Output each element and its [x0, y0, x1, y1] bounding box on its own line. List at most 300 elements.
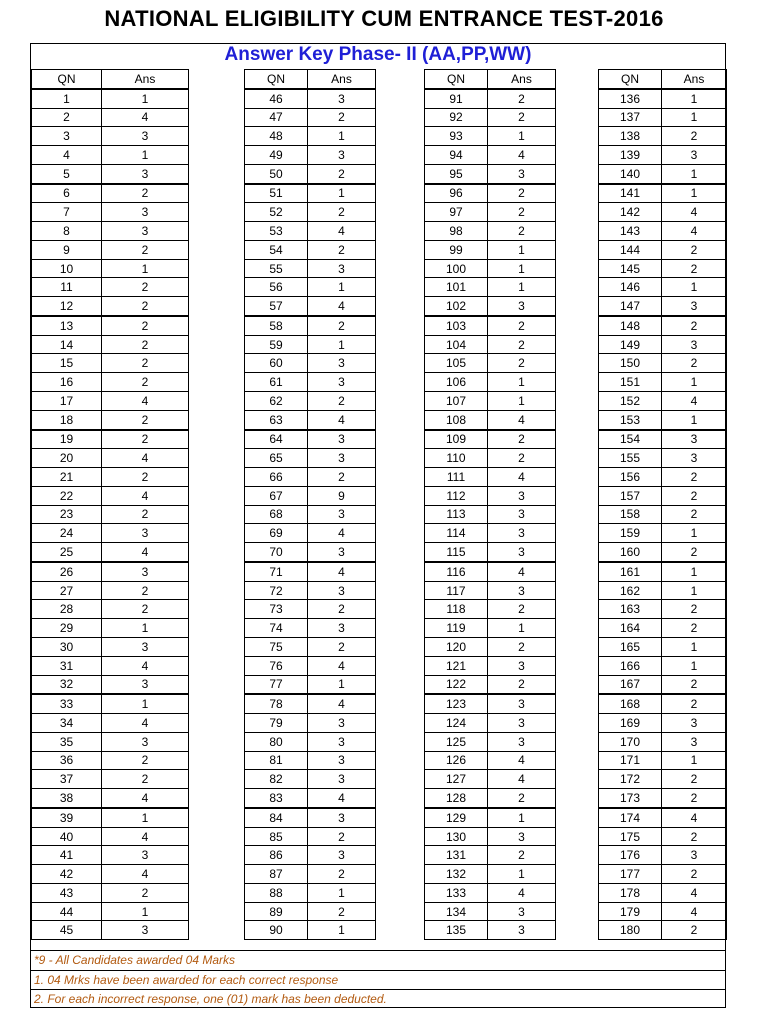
ans-header: Ans: [488, 70, 556, 89]
question-number: 63: [245, 410, 308, 429]
question-number: 88: [245, 883, 308, 902]
answer-value: 3: [488, 297, 556, 316]
answer-value: 3: [662, 335, 727, 354]
answer-row: [425, 524, 556, 543]
question-number: 62: [245, 392, 308, 411]
question-number: 148: [599, 316, 662, 335]
answer-value: 2: [102, 581, 189, 600]
answer-value: 2: [488, 354, 556, 373]
note-negative-marking: 2. For each incorrect response, one (01) mark has been deducted.: [31, 989, 725, 1009]
question-number: 103: [425, 316, 488, 335]
answer-value: 3: [102, 921, 189, 940]
question-number: 16: [32, 373, 102, 392]
answer-value: 1: [488, 865, 556, 884]
answer-row: [245, 694, 376, 713]
question-number: 53: [245, 222, 308, 241]
answer-value: 2: [102, 373, 189, 392]
answer-row: [32, 637, 189, 656]
question-number: 143: [599, 222, 662, 241]
question-number: 133: [425, 883, 488, 902]
answer-value: 1: [308, 184, 376, 203]
answer-value: 3: [308, 732, 376, 751]
qn-header: QN: [245, 70, 308, 89]
answer-table-3: [424, 69, 556, 940]
answer-value: 2: [488, 203, 556, 222]
answer-row: [599, 883, 727, 902]
answer-row: [32, 543, 189, 562]
answer-value: 9: [308, 486, 376, 505]
question-number: 64: [245, 430, 308, 449]
question-number: 65: [245, 449, 308, 468]
answer-row: [245, 430, 376, 449]
answer-value: 2: [102, 184, 189, 203]
answer-value: 1: [662, 184, 727, 203]
question-number: 50: [245, 164, 308, 183]
answer-row: [425, 127, 556, 146]
ans-header: Ans: [308, 70, 376, 89]
answer-value: 1: [308, 335, 376, 354]
answer-row: [425, 278, 556, 297]
question-number: 154: [599, 430, 662, 449]
question-number: 34: [32, 714, 102, 733]
question-number: 58: [245, 316, 308, 335]
question-number: 83: [245, 789, 308, 808]
answer-row: [32, 865, 189, 884]
answer-row: [425, 354, 556, 373]
answer-row: [425, 203, 556, 222]
answer-row: [425, 486, 556, 505]
question-number: 80: [245, 732, 308, 751]
answer-value: 2: [308, 468, 376, 487]
answer-value: 1: [488, 373, 556, 392]
answer-row: [32, 732, 189, 751]
answer-value: 2: [102, 505, 189, 524]
answer-row: [245, 600, 376, 619]
question-number: 26: [32, 562, 102, 581]
answer-value: 2: [662, 770, 727, 789]
answer-value: 3: [662, 846, 727, 865]
answer-value: 1: [308, 278, 376, 297]
answer-row: [599, 203, 727, 222]
question-number: 92: [425, 108, 488, 127]
answer-value: 2: [308, 902, 376, 921]
answer-value: 2: [662, 694, 727, 713]
answer-value: 2: [488, 108, 556, 127]
question-number: 135: [425, 921, 488, 940]
question-number: 27: [32, 581, 102, 600]
question-number: 130: [425, 827, 488, 846]
answer-value: 3: [488, 921, 556, 940]
question-number: 176: [599, 846, 662, 865]
question-number: 121: [425, 656, 488, 675]
answer-value: 2: [308, 203, 376, 222]
answer-value: 2: [488, 184, 556, 203]
question-number: 2: [32, 108, 102, 127]
answer-value: 1: [662, 524, 727, 543]
answer-value: 3: [102, 222, 189, 241]
answer-value: 3: [308, 751, 376, 770]
question-number: 120: [425, 637, 488, 656]
ans-header: Ans: [102, 70, 189, 89]
answer-row: [599, 146, 727, 165]
answer-value: 1: [102, 89, 189, 108]
answer-row: [245, 581, 376, 600]
answer-value: 3: [662, 297, 727, 316]
answer-value: 4: [102, 827, 189, 846]
answer-value: 4: [488, 562, 556, 581]
answer-row: [599, 297, 727, 316]
answer-value: 2: [308, 637, 376, 656]
question-number: 55: [245, 259, 308, 278]
question-number: 44: [32, 902, 102, 921]
answer-row: [32, 619, 189, 638]
question-number: 45: [32, 921, 102, 940]
answer-row: [32, 222, 189, 241]
answer-value: 3: [102, 203, 189, 222]
answer-value: 2: [102, 278, 189, 297]
answer-row: [32, 430, 189, 449]
answer-value: 3: [102, 562, 189, 581]
answer-value: 1: [102, 259, 189, 278]
question-number: 105: [425, 354, 488, 373]
answer-value: 4: [102, 789, 189, 808]
note-correct-marks: 1. 04 Mrks have been awarded for each correct response: [31, 970, 725, 990]
answer-row: [245, 164, 376, 183]
answer-value: 4: [308, 694, 376, 713]
answer-row: [245, 902, 376, 921]
answer-value: 2: [102, 883, 189, 902]
question-number: 99: [425, 240, 488, 259]
answer-value: 2: [488, 222, 556, 241]
answer-value: 1: [662, 562, 727, 581]
answer-row: [599, 259, 727, 278]
question-number: 66: [245, 468, 308, 487]
answer-value: 3: [488, 694, 556, 713]
answer-row: [32, 714, 189, 733]
question-number: 36: [32, 751, 102, 770]
answer-value: 2: [308, 827, 376, 846]
question-number: 7: [32, 203, 102, 222]
question-number: 177: [599, 865, 662, 884]
question-number: 178: [599, 883, 662, 902]
answer-row: [32, 656, 189, 675]
answer-row: [245, 184, 376, 203]
answer-row: [599, 751, 727, 770]
answer-value: 1: [662, 637, 727, 656]
answer-row: [425, 921, 556, 940]
answer-value: 2: [662, 505, 727, 524]
answer-row: [599, 902, 727, 921]
answer-value: 3: [308, 581, 376, 600]
question-number: 166: [599, 656, 662, 675]
answer-value: 2: [662, 316, 727, 335]
answer-value: 3: [308, 259, 376, 278]
answer-value: 3: [308, 619, 376, 638]
answer-value: 2: [102, 751, 189, 770]
answer-row: [245, 921, 376, 940]
answer-value: 3: [308, 89, 376, 108]
answer-value: 2: [662, 127, 727, 146]
qn-header: QN: [425, 70, 488, 89]
question-number: 179: [599, 902, 662, 921]
question-number: 138: [599, 127, 662, 146]
question-number: 29: [32, 619, 102, 638]
question-number: 101: [425, 278, 488, 297]
answer-row: [599, 486, 727, 505]
question-number: 18: [32, 410, 102, 429]
answer-row: [599, 865, 727, 884]
question-number: 163: [599, 600, 662, 619]
answer-row: [245, 203, 376, 222]
answer-row: [32, 410, 189, 429]
answer-key-subtitle: Answer Key Phase- II (AA,PP,WW): [224, 44, 532, 65]
answer-row: [245, 732, 376, 751]
answer-value: 4: [488, 883, 556, 902]
answer-value: 3: [662, 146, 727, 165]
answer-value: 4: [662, 902, 727, 921]
question-number: 94: [425, 146, 488, 165]
answer-value: 3: [308, 354, 376, 373]
answer-row: [245, 108, 376, 127]
answer-value: 3: [488, 486, 556, 505]
question-number: 28: [32, 600, 102, 619]
answer-value: 1: [488, 127, 556, 146]
answer-row: [425, 164, 556, 183]
question-number: 37: [32, 770, 102, 789]
answer-value: 2: [488, 600, 556, 619]
answer-value: 2: [488, 637, 556, 656]
question-number: 59: [245, 335, 308, 354]
answer-row: [32, 468, 189, 487]
answer-row: [32, 164, 189, 183]
question-number: 17: [32, 392, 102, 411]
answer-row: [245, 808, 376, 827]
answer-value: 3: [308, 373, 376, 392]
answer-row: [425, 259, 556, 278]
question-number: 173: [599, 789, 662, 808]
question-number: 141: [599, 184, 662, 203]
question-number: 142: [599, 203, 662, 222]
answer-value: 4: [308, 410, 376, 429]
question-number: 79: [245, 714, 308, 733]
answer-value: 1: [488, 619, 556, 638]
answer-row: [425, 146, 556, 165]
answer-row: [425, 656, 556, 675]
answer-row: [32, 827, 189, 846]
answer-table-2: [244, 69, 376, 940]
answer-value: 3: [102, 164, 189, 183]
answer-row: [425, 240, 556, 259]
question-number: 149: [599, 335, 662, 354]
answer-row: [32, 751, 189, 770]
answer-value: 1: [662, 108, 727, 127]
answer-value: 2: [662, 259, 727, 278]
answer-row: [425, 562, 556, 581]
answer-value: 1: [662, 410, 727, 429]
question-number: 11: [32, 278, 102, 297]
answer-value: 2: [488, 335, 556, 354]
answer-row: [32, 581, 189, 600]
answer-row: [425, 392, 556, 411]
answer-row: [425, 316, 556, 335]
answer-row: [32, 921, 189, 940]
answer-row: [425, 335, 556, 354]
question-number: 12: [32, 297, 102, 316]
answer-value: 4: [102, 449, 189, 468]
question-number: 85: [245, 827, 308, 846]
answer-value: 2: [662, 827, 727, 846]
question-number: 169: [599, 714, 662, 733]
answer-row: [245, 335, 376, 354]
answer-row: [425, 865, 556, 884]
answer-row: [425, 600, 556, 619]
answer-row: [245, 505, 376, 524]
question-number: 77: [245, 675, 308, 694]
answer-row: [425, 789, 556, 808]
answer-value: 2: [662, 468, 727, 487]
answer-row: [245, 486, 376, 505]
answer-value: 4: [102, 714, 189, 733]
question-number: 174: [599, 808, 662, 827]
question-number: 97: [425, 203, 488, 222]
question-number: 68: [245, 505, 308, 524]
answer-row: [32, 373, 189, 392]
answer-value: 1: [488, 392, 556, 411]
answer-value: 3: [102, 732, 189, 751]
answer-value: 2: [662, 865, 727, 884]
question-number: 134: [425, 902, 488, 921]
question-number: 33: [32, 694, 102, 713]
answer-row: [425, 543, 556, 562]
answer-value: 2: [662, 600, 727, 619]
answer-value: 2: [488, 789, 556, 808]
answer-row: [425, 108, 556, 127]
answer-row: [425, 751, 556, 770]
question-number: 175: [599, 827, 662, 846]
answer-value: 2: [102, 240, 189, 259]
answer-value: 4: [488, 468, 556, 487]
answer-row: [599, 430, 727, 449]
question-number: 171: [599, 751, 662, 770]
question-number: 25: [32, 543, 102, 562]
answer-row: [599, 164, 727, 183]
answer-value: 4: [308, 222, 376, 241]
answer-row: [245, 468, 376, 487]
question-number: 52: [245, 203, 308, 222]
answer-value: 3: [308, 505, 376, 524]
answer-row: [599, 714, 727, 733]
answer-row: [32, 316, 189, 335]
page-title: NATIONAL ELIGIBILITY CUM ENTRANCE TEST-2016: [104, 6, 664, 31]
answer-row: [245, 827, 376, 846]
question-number: 155: [599, 449, 662, 468]
question-number: 95: [425, 164, 488, 183]
answer-value: 4: [102, 656, 189, 675]
table-header-row: [425, 70, 556, 89]
question-number: 91: [425, 89, 488, 108]
answer-value: 4: [102, 392, 189, 411]
answer-row: [599, 732, 727, 751]
answer-value: 1: [488, 240, 556, 259]
question-number: 71: [245, 562, 308, 581]
question-number: 131: [425, 846, 488, 865]
answer-value: 4: [662, 808, 727, 827]
answer-value: 1: [102, 808, 189, 827]
question-number: 67: [245, 486, 308, 505]
answer-value: 2: [662, 921, 727, 940]
question-number: 124: [425, 714, 488, 733]
question-number: 10: [32, 259, 102, 278]
answer-value: 1: [662, 164, 727, 183]
answer-value: 1: [308, 883, 376, 902]
question-number: 81: [245, 751, 308, 770]
answer-value: 3: [308, 430, 376, 449]
question-number: 57: [245, 297, 308, 316]
answer-row: [245, 127, 376, 146]
question-number: 114: [425, 524, 488, 543]
answer-value: 2: [102, 600, 189, 619]
answer-value: 4: [308, 789, 376, 808]
question-number: 129: [425, 808, 488, 827]
question-number: 21: [32, 468, 102, 487]
answer-value: 3: [308, 846, 376, 865]
answer-value: 2: [488, 846, 556, 865]
answer-value: 3: [102, 524, 189, 543]
question-number: 15: [32, 354, 102, 373]
answer-row: [245, 714, 376, 733]
answer-value: 3: [308, 770, 376, 789]
answer-value: 3: [488, 164, 556, 183]
table-header-row: [599, 70, 727, 89]
question-number: 40: [32, 827, 102, 846]
answer-row: [32, 335, 189, 354]
question-number: 9: [32, 240, 102, 259]
question-number: 146: [599, 278, 662, 297]
question-number: 140: [599, 164, 662, 183]
answer-value: 3: [308, 449, 376, 468]
answer-row: [425, 449, 556, 468]
answer-row: [425, 827, 556, 846]
answer-value: 2: [308, 316, 376, 335]
question-number: 168: [599, 694, 662, 713]
answer-row: [32, 127, 189, 146]
question-number: 76: [245, 656, 308, 675]
answer-row: [245, 89, 376, 108]
answer-value: 2: [488, 449, 556, 468]
answer-table-4: [598, 69, 727, 940]
answer-value: 2: [102, 410, 189, 429]
question-number: 38: [32, 789, 102, 808]
answer-row: [32, 883, 189, 902]
answer-value: 2: [662, 354, 727, 373]
answer-row: [245, 865, 376, 884]
question-number: 13: [32, 316, 102, 335]
answer-value: 3: [488, 732, 556, 751]
question-number: 111: [425, 468, 488, 487]
answer-row: [245, 259, 376, 278]
answer-value: 2: [102, 316, 189, 335]
answer-value: 2: [102, 354, 189, 373]
question-number: 158: [599, 505, 662, 524]
answer-row: [32, 789, 189, 808]
answer-row: [599, 600, 727, 619]
answer-value: 2: [308, 164, 376, 183]
answer-row: [599, 770, 727, 789]
question-number: 128: [425, 789, 488, 808]
answer-value: 3: [308, 543, 376, 562]
answer-value: 1: [488, 808, 556, 827]
question-number: 35: [32, 732, 102, 751]
